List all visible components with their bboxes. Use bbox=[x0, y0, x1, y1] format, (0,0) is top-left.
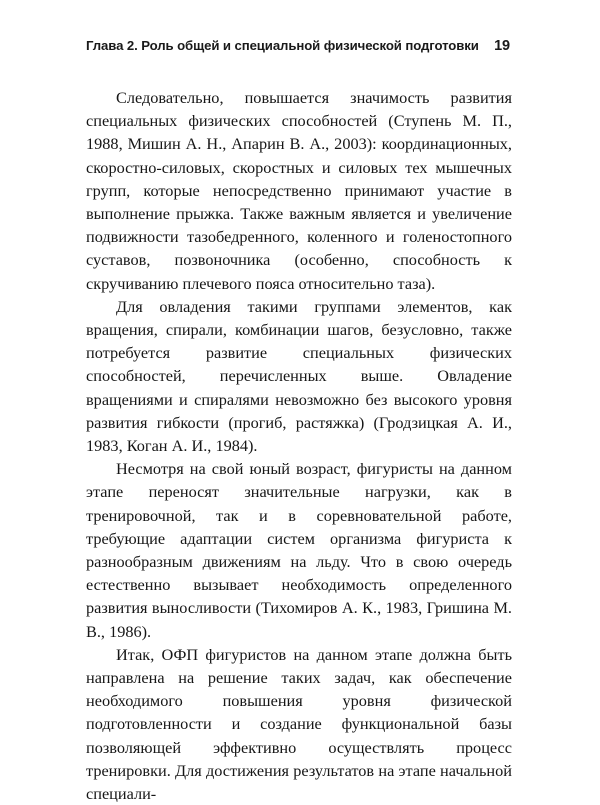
page-number: 19 bbox=[494, 38, 510, 54]
paragraph: Следовательно, повышается значимость развития специальных физических способностей (Ступень М. П., 1988, Мишин А. Н., Апарин В. А., 2003): координационных, скоростно-силовых, скоростных и силовых тех мышечных групп, которые непосредственно принимают участие в выполнение прыжка. Также важным является и увеличение подвижности тазобедренного, коленного и голеностопного суставов, позвоночника (особенно, способность к скручиванию плечевого пояса относительно таза). bbox=[86, 88, 512, 293]
chapter-running-title: Глава 2. Роль общей и специальной физической подготовки bbox=[86, 38, 479, 53]
paragraph: Итак, ОФП фигуристов на данном этапе должна быть направлена на решение таких задач, как обеспечение необходимого повышения уровня физической подготовленности и создание функциональной базы позволяющей эффективно осуществлять процесс тренировки. Для достижения результатов на этапе начальной специали- bbox=[86, 644, 512, 804]
paragraph: Несмотря на свой юный возраст, фигуристы на данном этапе переносят значительные нагрузки, как в тренировочной, так и в соревновательной работе, требующие адаптации систем организма фигуриста к разнообразным движениям на льду. Что в свою очередь естественно вызывает необходимость определенного развития выносливости (Тихомиров А. К., 1983, Гришина М. В., 1986). bbox=[86, 459, 512, 641]
paragraph: Для овладения такими группами элементов, как вращения, спирали, комбинации шагов, безусловно, также потребуется развитие специальных физических способностей, перечисленных выше. Овладение вращениями и спиралями невозможно без высокого уровня развития гибкости (прогиб, растяжка) (Гродзицкая А. И., 1983, Коган А. И., 1984). bbox=[86, 296, 512, 456]
body-text bbox=[86, 86, 512, 805]
running-header bbox=[86, 38, 516, 54]
